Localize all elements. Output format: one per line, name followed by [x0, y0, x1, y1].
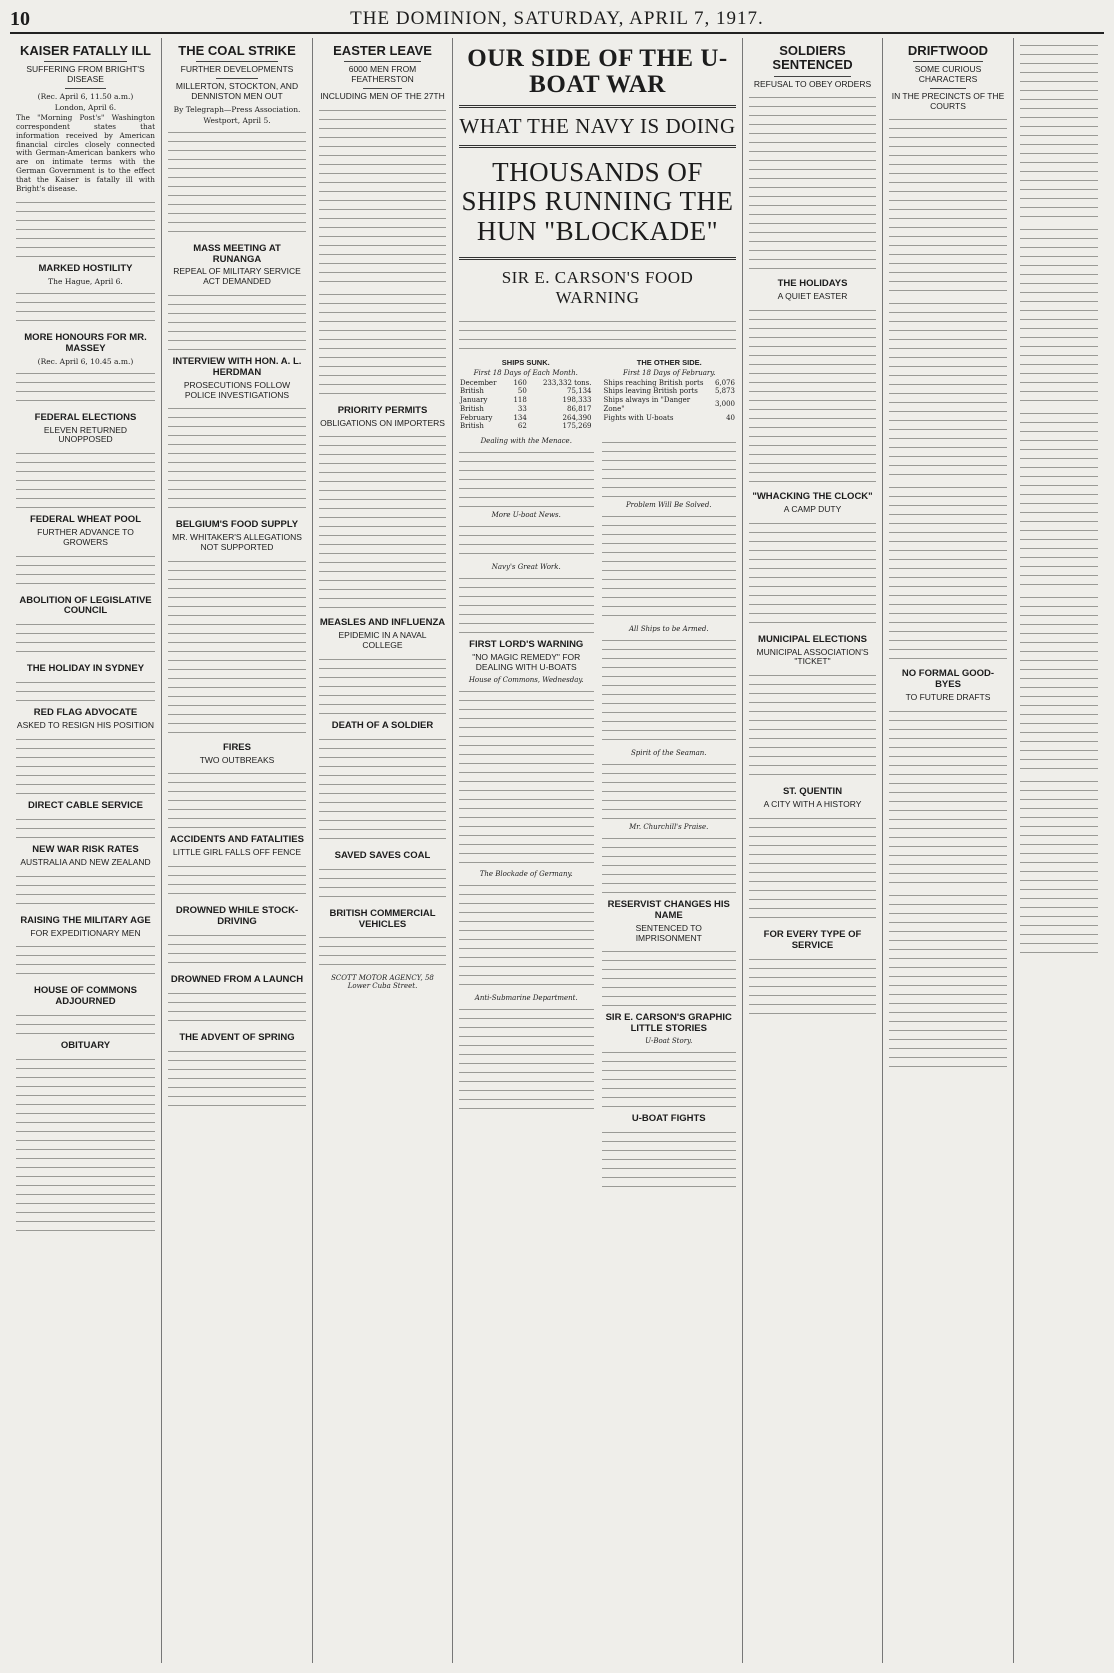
lead-deck-2: SIR E. CARSON'S FOOD WARNING: [501, 267, 694, 307]
text-lines: [889, 298, 1007, 478]
row-value: 50: [517, 387, 527, 396]
text-lines: [319, 289, 446, 399]
headline: DRIFTWOOD: [907, 43, 989, 58]
text-lines: [16, 448, 155, 508]
text-lines: [319, 734, 446, 844]
subheadline: FURTHER ADVANCE TO GROWERS: [37, 526, 134, 547]
other-side-data: [603, 379, 737, 423]
text-lines: [889, 114, 1007, 294]
table-row: [603, 414, 737, 423]
table-title: SHIPS SUNK.: [501, 357, 550, 367]
subheadline: "NO MAGIC REMEDY" FOR DEALING WITH U-BOATS: [472, 651, 581, 672]
shipping-statistics: [459, 358, 736, 432]
headline: OBITUARY: [60, 1040, 111, 1052]
text-lines: [459, 573, 594, 633]
subheadline: EPIDEMIC IN A NAVAL COLLEGE: [338, 630, 427, 650]
text-lines: [602, 635, 737, 745]
headline: ABOLITION OF LEGISLATIVE COUNCIL: [19, 594, 152, 617]
section-subhead: Navy's Great Work.: [491, 563, 561, 572]
headline: DROWNED WHILE STOCK-DRIVING: [175, 905, 299, 928]
byline: By Telegraph—Press Association.: [173, 104, 301, 114]
text-lines: [319, 105, 446, 285]
subheadline: INCLUDING MEN OF THE 27TH: [320, 90, 445, 101]
table-row: [459, 379, 593, 388]
text-lines: [1020, 776, 1098, 956]
headline: BELGIUM'S FOOD SUPPLY: [175, 519, 299, 531]
section-subhead: U-Boat Story.: [645, 1037, 693, 1046]
table-row: [459, 414, 593, 423]
headline: U-BOAT FIGHTS: [631, 1113, 706, 1125]
section-subhead: Spirit of the Seaman.: [630, 749, 707, 758]
text-lines: [1020, 592, 1098, 772]
row-label: Ships leaving British ports: [603, 387, 698, 396]
subheadline: PROSECUTIONS FOLLOW POLICE INVESTIGATIONS: [183, 379, 291, 400]
table-row: [459, 396, 593, 405]
masthead-title: THE DOMINION, SATURDAY, APRIL 7, 1917.: [350, 8, 764, 29]
text-lines: [168, 768, 306, 828]
row-value: 5,873: [714, 387, 735, 396]
subheadline: FURTHER DEVELOPMENTS: [180, 64, 294, 75]
row-tons: 86,817: [567, 404, 592, 413]
subheadline: A CAMP DUTY: [783, 503, 842, 514]
divider: [913, 61, 984, 62]
row-value: 6,076: [714, 378, 735, 387]
text-lines: [16, 1010, 155, 1034]
headline: THE HOLIDAY IN SYDNEY: [26, 663, 145, 675]
divider: [216, 78, 257, 79]
section-subhead: House of Commons, Wednesday.: [468, 675, 584, 684]
lead-subheadline: WHAT THE NAVY IS DOING: [459, 113, 736, 138]
dateline: (Rec. April 6, 10.45 a.m.): [37, 356, 134, 366]
text-lines: [168, 1046, 306, 1106]
headline: RESERVIST CHANGES HIS NAME: [607, 899, 730, 921]
column-5: [743, 38, 883, 1663]
headline: SOLDIERS SENTENCED: [772, 43, 853, 73]
divider: [459, 105, 736, 108]
row-label: British: [460, 404, 484, 413]
row-value: 134: [513, 413, 527, 422]
column-1: [10, 38, 162, 1663]
row-label: British: [460, 387, 484, 396]
row-label: Ships always in "Danger Zone": [603, 396, 691, 413]
lead-headline: OUR SIDE OF THE U-BOAT WAR: [467, 45, 728, 99]
text-lines: [749, 518, 876, 628]
headline: FIRST LORD'S WARNING: [469, 639, 584, 651]
subheadline: REFUSAL TO OBEY ORDERS: [753, 78, 872, 89]
text-lines: [319, 864, 446, 902]
text-lines: [749, 305, 876, 485]
headline: NO FORMAL GOOD-BYES: [901, 668, 995, 691]
text-lines: [459, 521, 594, 559]
subheadline: AUSTRALIA AND NEW ZEALAND: [20, 856, 151, 867]
row-value: 3,000: [714, 400, 735, 409]
row-label: Ships reaching British ports: [603, 378, 704, 387]
headline: MORE HONOURS FOR MR. MASSEY: [24, 331, 147, 354]
headline: FEDERAL WHEAT POOL: [29, 514, 141, 526]
divider: [44, 61, 127, 62]
divider: [774, 76, 850, 77]
lead-story-columns: [459, 435, 736, 1191]
subheadline: SUFFERING FROM BRIGHT'S DISEASE: [26, 64, 145, 85]
table-row: [459, 422, 593, 431]
headline: THE COAL STRIKE: [178, 43, 296, 58]
text-lines: [16, 1054, 155, 1234]
dateline-place: Westport, April 5.: [203, 115, 271, 125]
section-subhead: All Ships to be Armed.: [628, 625, 709, 634]
text-lines: [602, 1127, 737, 1187]
text-lines: [1020, 408, 1098, 588]
ships-sunk-data: [459, 379, 593, 432]
other-side-table: [603, 358, 737, 432]
text-lines: [602, 833, 737, 893]
headline: PRIORITY PERMITS: [337, 404, 428, 416]
subheadline: MILLERTON, STOCKTON, AND DENNISTON MEN OUT: [175, 81, 299, 101]
subheadline: OBLIGATIONS ON IMPORTERS: [320, 417, 445, 428]
text-lines: [16, 551, 155, 589]
text-lines: [16, 288, 155, 326]
headline: KAISER FATALLY ILL: [20, 43, 151, 58]
subheadline: MUNICIPAL ASSOCIATION'S "TICKET": [756, 646, 869, 667]
ships-sunk-table: [459, 358, 593, 432]
row-tons: 75,134: [567, 387, 592, 396]
row-value: 40: [726, 413, 735, 422]
subheadline: IN THE PRECINCTS OF THE COURTS: [891, 90, 1005, 111]
column-3: [313, 38, 453, 1663]
divider: [363, 88, 401, 89]
text-lines: [168, 403, 306, 513]
text-lines: [16, 619, 155, 657]
text-lines: [459, 1004, 594, 1114]
table-row: [459, 405, 593, 414]
headline: THE ADVENT OF SPRING: [179, 1031, 295, 1043]
text-lines: [16, 734, 155, 794]
text-lines: [889, 890, 1007, 1070]
headline: INTERVIEW WITH HON. A. L. HERDMAN: [172, 355, 302, 378]
column-7: [1014, 38, 1104, 1663]
text-lines: [168, 556, 306, 736]
row-value: 160: [513, 378, 527, 387]
text-lines: [16, 871, 155, 909]
row-label: February: [460, 413, 493, 422]
row-value: 33: [517, 404, 527, 413]
section-subhead: Anti-Submarine Department.: [474, 993, 578, 1002]
subheadline: MR. WHITAKER'S ALLEGATIONS NOT SUPPORTED: [172, 532, 302, 553]
headline: MARKED HOSTILITY: [38, 262, 133, 274]
text-lines: [749, 954, 876, 1014]
row-value: 118: [513, 396, 527, 405]
table-subtitle: First 18 Days of Each Month.: [473, 368, 578, 377]
table-row: [459, 387, 593, 396]
text-lines: [16, 368, 155, 406]
subheadline: LITTLE GIRL FALLS OFF FENCE: [172, 847, 302, 858]
dateline-place: London, April 6.: [54, 102, 117, 112]
divider: [930, 88, 965, 89]
subheadline: ASKED TO RESIGN HIS POSITION: [16, 720, 155, 731]
lead-story-right: [602, 435, 737, 1191]
text-lines: [459, 880, 594, 990]
text-lines: [319, 654, 446, 714]
dateline: (Rec. April 6, 11.50 a.m.): [37, 91, 134, 101]
table-title: THE OTHER SIDE.: [636, 357, 702, 367]
page-number: 10: [10, 7, 30, 30]
headline: RED FLAG ADVOCATE: [33, 707, 138, 719]
lead-story-left: [459, 435, 594, 1191]
row-label: British: [460, 422, 484, 431]
headline: RAISING THE MILITARY AGE: [20, 914, 151, 926]
row-tons: 233,332 tons.: [542, 378, 592, 387]
subheadline: TWO OUTBREAKS: [199, 754, 275, 765]
text-lines: [16, 814, 155, 838]
headline: DEATH OF A SOLDIER: [331, 719, 434, 731]
text-lines: [602, 1047, 737, 1107]
headline: "WHACKING THE CLOCK": [752, 491, 873, 503]
text-lines: [319, 431, 446, 611]
headline: MASS MEETING AT RUNANGA: [193, 242, 281, 265]
row-label: January: [460, 396, 488, 405]
text-lines: [749, 813, 876, 923]
row-value: 62: [517, 422, 527, 431]
row-label: Fights with U-boats: [603, 413, 674, 422]
divider: [65, 88, 107, 89]
headline: ACCIDENTS AND FATALITIES: [170, 834, 304, 846]
text-lines: [168, 861, 306, 899]
text-lines: [168, 290, 306, 350]
subheadline: TO FUTURE DRAFTS: [905, 692, 991, 703]
section-subhead: The Blockade of Germany.: [479, 869, 573, 878]
text-lines: [168, 127, 306, 237]
text-lines: [749, 670, 876, 780]
text-lines: [459, 447, 594, 507]
headline: NEW WAR RISK RATES: [32, 843, 139, 855]
text-lines: [602, 437, 737, 497]
headline: SIR E. CARSON'S GRAPHIC LITTLE STORIES: [605, 1012, 732, 1035]
advertisement: SCOTT MOTOR AGENCY, 58 Lower Cuba Street.: [331, 974, 434, 991]
headline: FOR EVERY TYPE OF SERVICE: [763, 928, 862, 951]
text-lines: [16, 197, 155, 257]
headline: EASTER LEAVE: [333, 43, 432, 58]
subheadline: REPEAL OF MILITARY SERVICE ACT DEMANDED: [173, 266, 301, 287]
subheadline: FOR EXPEDITIONARY MEN: [30, 927, 141, 938]
text-lines: [459, 686, 594, 866]
row-label: December: [460, 378, 497, 387]
divider: [196, 61, 279, 62]
headline: HOUSE OF COMMONS ADJOURNED: [34, 985, 137, 1008]
headline: FEDERAL ELECTIONS: [34, 411, 137, 423]
text-lines: [319, 932, 446, 970]
divider: [459, 257, 736, 260]
text-lines: [889, 482, 1007, 662]
section-subhead: More U-boat News.: [491, 511, 561, 520]
column-6: [883, 38, 1014, 1663]
headline: DIRECT CABLE SERVICE: [28, 799, 143, 811]
columns: [10, 38, 1104, 1663]
headline: SAVED SAVES COAL: [334, 849, 431, 861]
headline: MUNICIPAL ELECTIONS: [758, 633, 867, 645]
row-tons: 264,390: [562, 413, 592, 422]
text-lines: [602, 759, 737, 819]
column-4-lead-story: [453, 38, 743, 1663]
section-subhead: Problem Will Be Solved.: [625, 501, 712, 510]
text-lines: [1020, 224, 1098, 404]
text-lines: [459, 316, 736, 354]
headline: DROWNED FROM A LAUNCH: [170, 974, 304, 986]
table-subtitle: First 18 Days of February.: [622, 368, 716, 377]
subheadline: A QUIET EASTER: [777, 291, 848, 302]
text-lines: [602, 946, 737, 1006]
table-row: [603, 379, 737, 388]
text-lines: [16, 941, 155, 979]
subheadline: SOME CURIOUS CHARACTERS: [914, 64, 982, 85]
row-tons: 175,269: [562, 422, 592, 431]
text-lines: [749, 92, 876, 272]
row-tons: 198,333: [562, 396, 592, 405]
text-lines: [16, 677, 155, 701]
text-lines: [889, 706, 1007, 886]
subheadline: A CITY WITH A HISTORY: [763, 799, 862, 810]
divider: [459, 145, 736, 148]
headline: MEASLES AND INFLUENZA: [319, 617, 446, 629]
headline: ST. QUENTIN: [782, 786, 843, 798]
subheadline: 6000 MEN FROM FEATHERSTON: [348, 64, 417, 85]
headline: BRITISH COMMERCIAL VEHICLES: [329, 907, 436, 930]
section-subhead: Dealing with the Menace.: [480, 437, 572, 446]
headline: THE HOLIDAYS: [777, 278, 848, 290]
table-row: [603, 387, 737, 396]
dateline-place: The Hague, April 6.: [48, 276, 123, 286]
headline: FIRES: [223, 741, 251, 753]
subheadline: ELEVEN RETURNED UNOPPOSED: [43, 424, 128, 445]
table-row: [603, 396, 737, 414]
column-2: [162, 38, 313, 1663]
section-subhead: Mr. Churchill's Praise.: [629, 823, 709, 832]
subheadline: SENTENCED TO IMPRISONMENT: [635, 922, 702, 943]
divider: [344, 61, 420, 62]
text-lines: [602, 511, 737, 621]
article-text: The "Morning Post's" Washington correspondent states that information received by American financial circles closely connected with German-American bankers who are on intimate terms with the German Government is to the effect that the Kaiser is fatally ill with Bright's disease.: [16, 112, 155, 193]
text-lines: [168, 930, 306, 968]
text-lines: [1020, 40, 1098, 220]
text-lines: [168, 988, 306, 1026]
masthead: [10, 6, 1104, 34]
lead-deck: THOUSANDS OF SHIPS RUNNING THE HUN "BLOCKADE": [461, 156, 734, 246]
